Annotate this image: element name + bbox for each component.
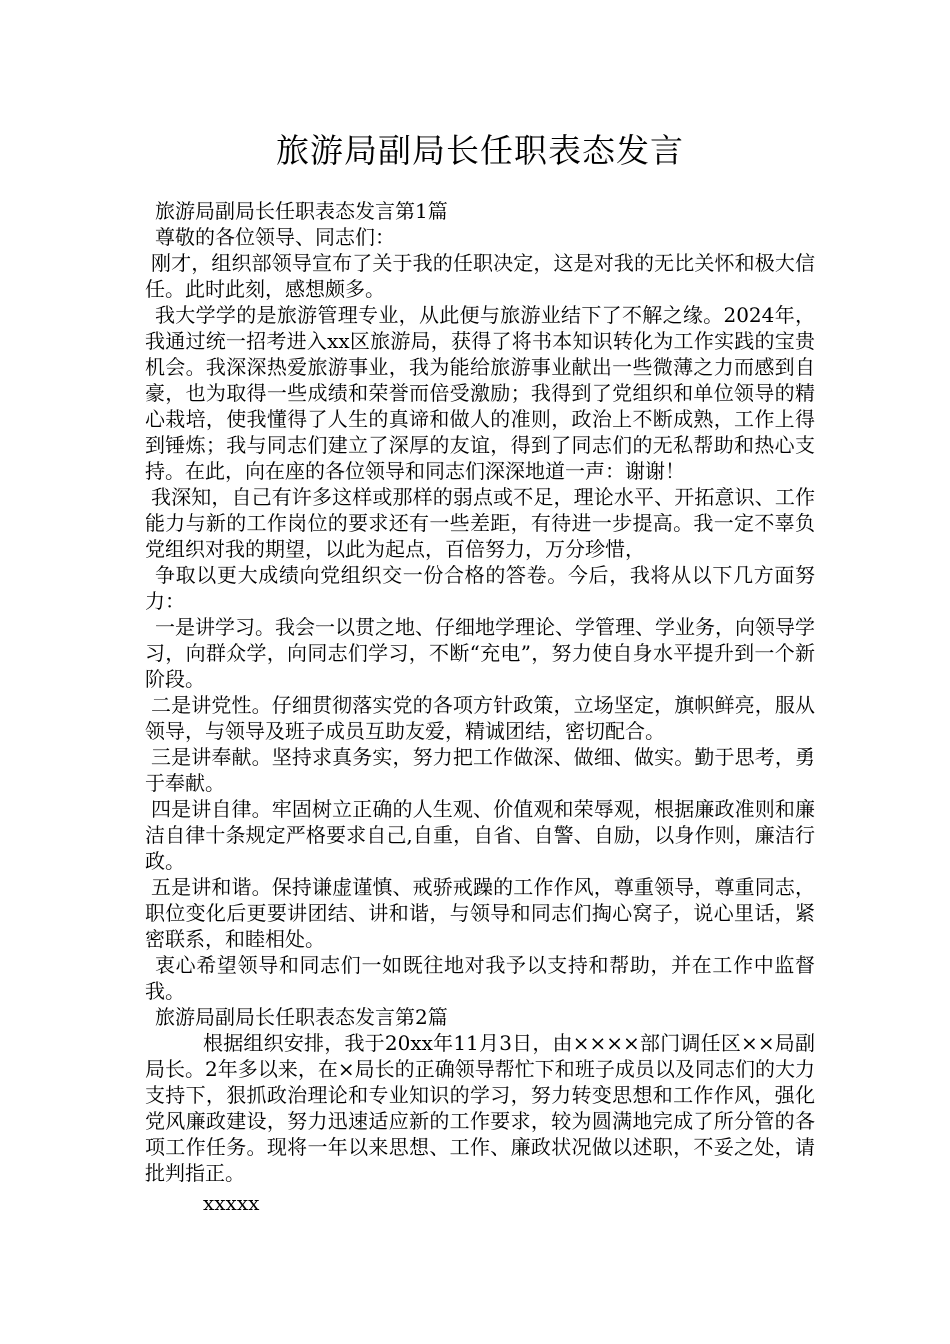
paragraph: 刚才，组织部领导宣布了关于我的任职决定，这是对我的无比关怀和极大信任。此时此刻，感想颇多。: [145, 251, 815, 301]
section-heading-2: 旅游局副局长任职表态发言第2篇: [155, 1005, 448, 1029]
section-heading-1: 旅游局副局长任职表态发言第1篇: [155, 199, 448, 223]
paragraph: 争取以更大成绩向党组织交一份合格的答卷。今后，我将从以下几方面努力：: [145, 563, 815, 613]
trailing-placeholder: xxxxx: [203, 1191, 260, 1215]
paragraph: 三是讲奉献。坚持求真务实，努力把工作做深、做细、做实。勤于思考，勇于奉献。: [145, 745, 815, 795]
paragraph: 五是讲和谐。保持谦虚谨慎、戒骄戒躁的工作作风，尊重领导，尊重同志，职位变化后更要讲团结、讲和谐，与领导和同志们掏心窝子，说心里话，紧密联系，和睦相处。: [145, 875, 815, 951]
paragraph: 四是讲自律。牢固树立正确的人生观、价值观和荣辱观，根据廉政准则和廉洁自律十条规定严格要求自己,自重，自省、自警、自励，以身作则，廉洁行政。: [145, 797, 815, 873]
paragraph: 我深知，自己有许多这样或那样的弱点或不足，理论水平、开拓意识、工作能力与新的工作岗位的要求还有一些差距，有待进一步提高。我一定不辜负党组织对我的期望，以此为起点，百倍努力，万分珍惜，: [145, 485, 815, 561]
document-page: [145, 128, 815, 1216]
paragraph: 二是讲党性。仔细贯彻落实党的各项方针政策，立场坚定，旗帜鲜亮，服从领导，与领导及班子成员互助友爱，精诚团结，密切配合。: [145, 693, 815, 743]
paragraph: 我大学学的是旅游管理专业，从此便与旅游业结下了不解之缘。2024年，我通过统一招考进入xx区旅游局，获得了将书本知识转化为工作实践的宝贵机会。我深深热爱旅游事业，我为能给旅游事业献出一些微薄之力而感到自豪，也为取得一些成绩和荣誉而倍受激励；我得到了党组织和单位领导的精心栽培，使我懂得了人生的真谛和做人的准则，政治上不断成熟，工作上得到锤炼；我与同志们建立了深厚的友谊，得到了同志们的无私帮助和热心支持。在此，向在座的各位领导和同志们深深地道一声：谢谢！: [145, 303, 815, 483]
paragraph: 根据组织安排，我于20xx年11月3日，由××××部门调任区××局副局长。2年多以来，在×局长的正确领导帮忙下和班子成员以及同志们的大力支持下，狠抓政治理论和专业知识的学习，努力转变思想和工作作风，强化党风廉政建设，努力迅速适应新的工作要求，较为圆满地完成了所分管的各项工作任务。现将一年以来思想、工作、廉政状况做以述职，不妥之处，请批判指正。: [145, 1031, 815, 1185]
document-title: 旅游局副局长任职表态发言: [276, 131, 684, 170]
salutation: 尊敬的各位领导、同志们：: [155, 225, 395, 249]
paragraph: 一是讲学习。我会一以贯之地、仔细地学理论、学管理、学业务，向领导学习，向群众学，向同志们学习，不断“充电”，努力使自身水平提升到一个新阶段。: [145, 615, 815, 691]
paragraph: 衷心希望领导和同志们一如既往地对我予以支持和帮助，并在工作中监督我。: [145, 953, 815, 1003]
